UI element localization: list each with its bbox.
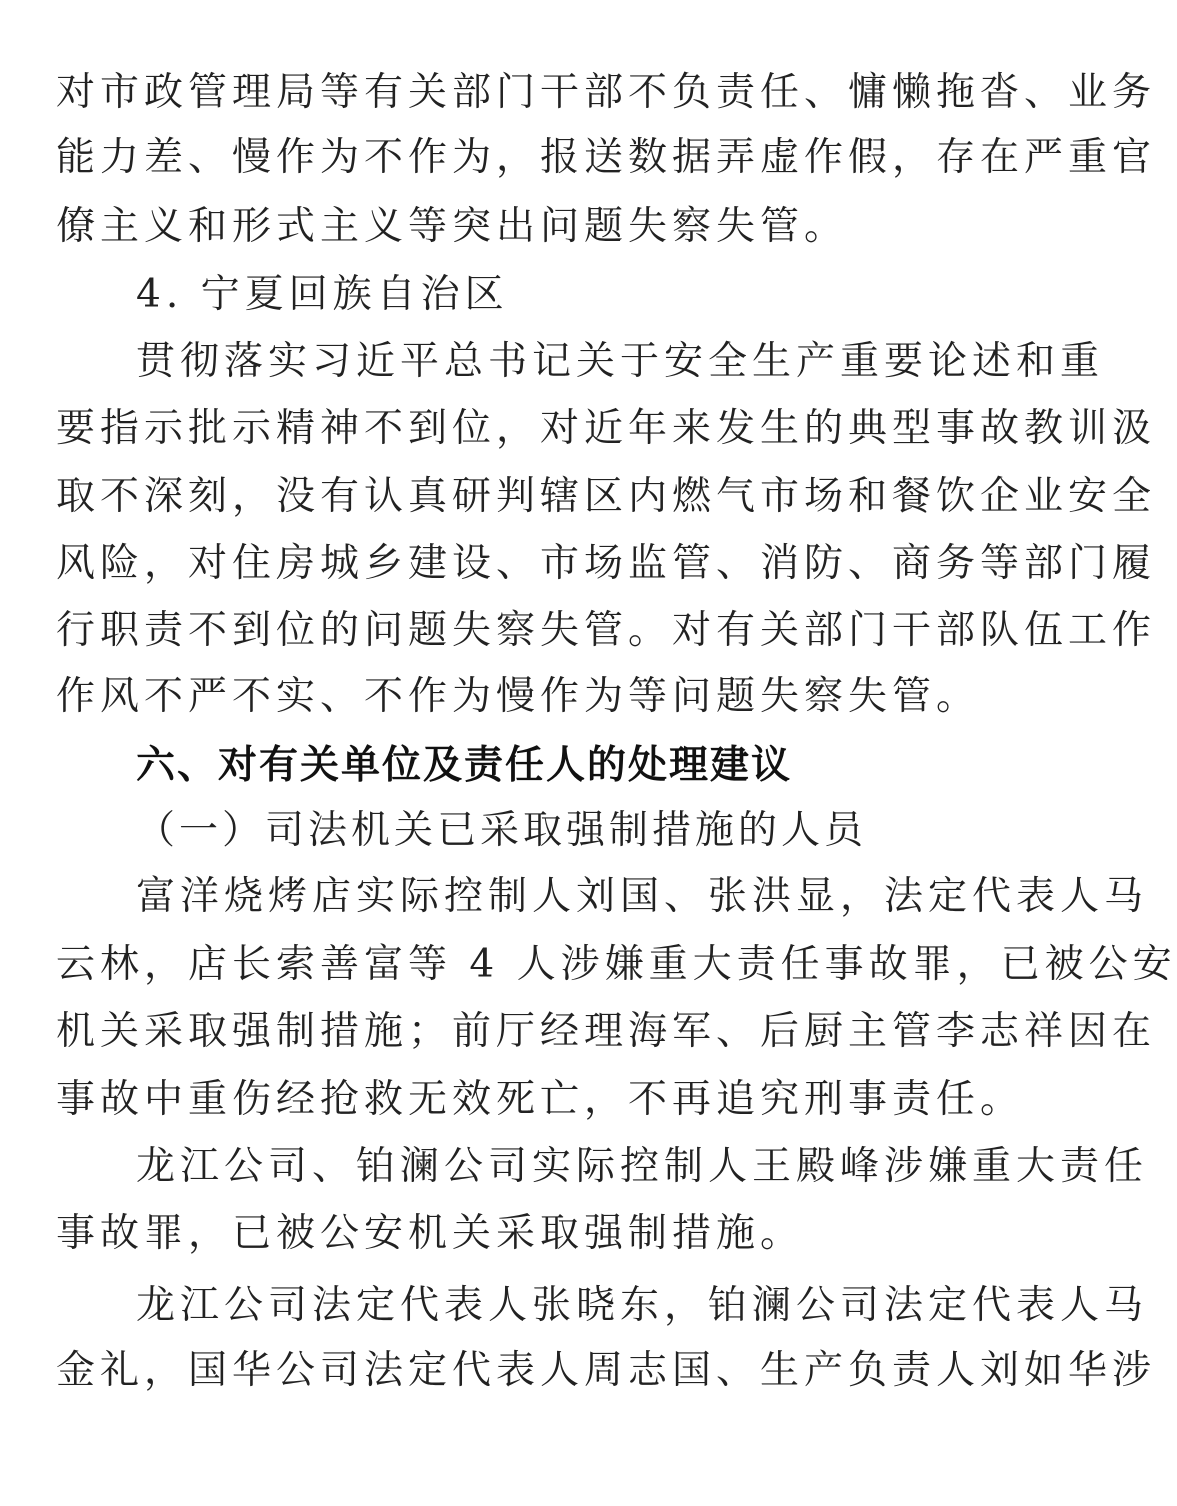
- section-heading: 六、对有关单位及责任人的处理建议: [136, 743, 793, 788]
- paragraph-line: 风险，对住房城乡建设、市场监管、消防、商务等部门履: [56, 541, 1157, 586]
- paragraph-line: 龙江公司法定代表人张晓东，铂澜公司法定代表人马: [136, 1283, 1149, 1328]
- paragraph-line: 机关采取强制措施；前厅经理海军、后厨主管李志祥因在: [56, 1009, 1157, 1054]
- paragraph-line: 事故中重伤经抢救无效死亡，不再追究刑事责任。: [56, 1077, 1025, 1122]
- subsection-heading: （一）司法机关已采取强制措施的人员: [136, 808, 868, 853]
- paragraph-line: 取不深刻，没有认真研判辖区内燃气市场和餐饮企业安全: [56, 474, 1157, 519]
- paragraph-line: 金礼，国华公司法定代表人周志国、生产负责人刘如华涉: [56, 1348, 1157, 1393]
- paragraph-line: 要指示批示精神不到位，对近年来发生的典型事故教训汲: [56, 406, 1157, 451]
- paragraph-line: 行职责不到位的问题失察失管。对有关部门干部队伍工作: [56, 608, 1157, 653]
- paragraph-line: 事故罪，已被公安机关采取强制措施。: [56, 1211, 805, 1256]
- paragraph-line: 对市政管理局等有关部门干部不负责任、慵懒拖沓、业务: [56, 70, 1157, 115]
- paragraph-line: 贯彻落实习近平总书记关于安全生产重要论述和重: [136, 339, 1105, 384]
- paragraph-line: 僚主义和形式主义等突出问题失察失管。: [56, 204, 849, 249]
- paragraph-line: 富洋烧烤店实际控制人刘国、张洪显，法定代表人马: [136, 874, 1149, 919]
- paragraph-line: 云林，店长索善富等 4 人涉嫌重大责任事故罪，已被公安: [56, 942, 1177, 987]
- paragraph-line: 作风不严不实、不作为慢作为等问题失察失管。: [56, 674, 981, 719]
- paragraph-line: 能力差、慢作为不作为，报送数据弄虚作假，存在严重官: [56, 135, 1157, 180]
- section-item-title: 4. 宁夏回族自治区: [136, 272, 509, 317]
- paragraph-line: 龙江公司、铂澜公司实际控制人王殿峰涉嫌重大责任: [136, 1144, 1149, 1189]
